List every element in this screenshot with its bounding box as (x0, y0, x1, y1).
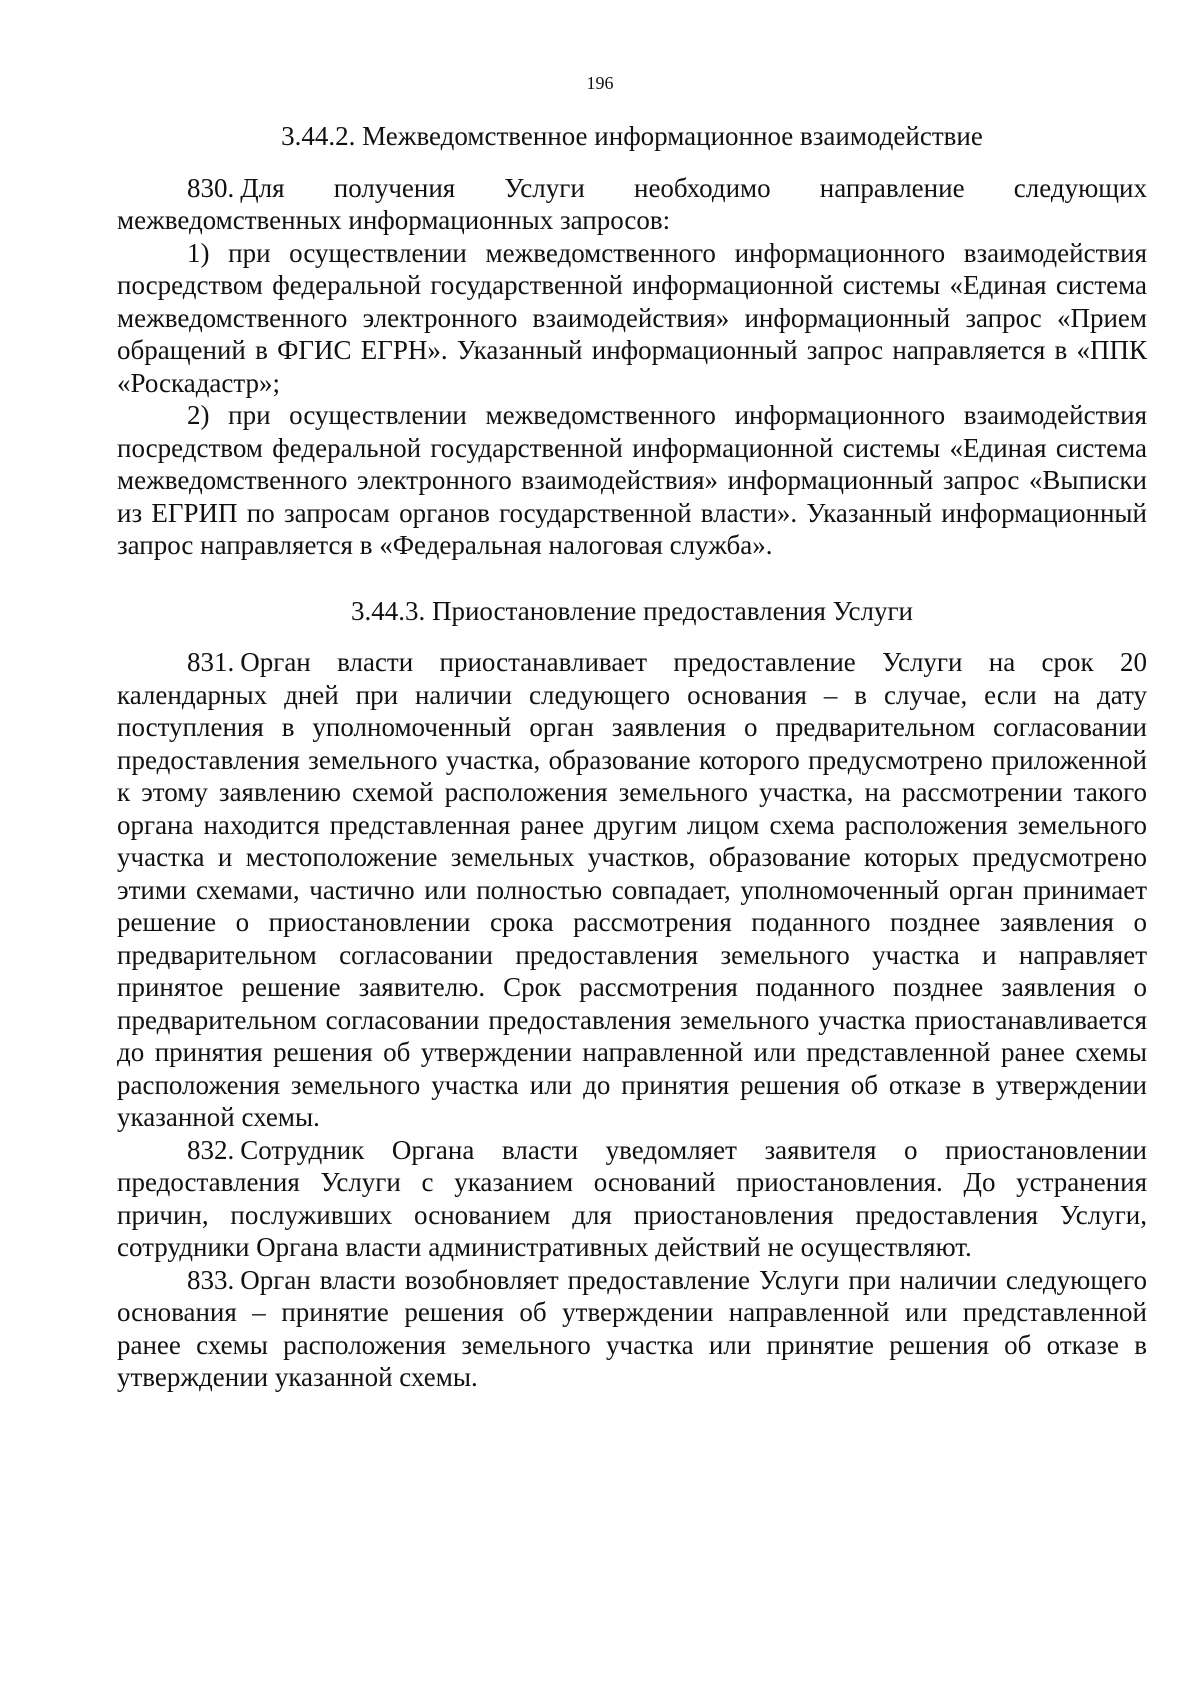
paragraph-833 (117, 1264, 1147, 1394)
paragraph-text: Орган власти приостанавливает предоставление Услуги на срок 20 календарных дней при наличии следующего основания – в случае, если на дату поступления в уполномоченный орган заявления о предварительном согласовании предоставления земельного участка, образование которого предусмотрено приложенной к этому заявлению схемой расположения земельного участка, на рассмотрении такого органа находится представленная ранее другим лицом схема расположения земельного участка и местоположение земельных участков, образование которых предусмотрено этими схемами, частично или полностью совпадает, уполномоченный орган принимает решение о приостановлении срока рассмотрения поданного позднее заявления о предварительном согласовании предоставления земельного участка и направляет принятое решение заявителю. Срок рассмотрения поданного позднее заявления о предварительном согласовании предоставления земельного участка приостанавливается до принятия решения об утверждении направленной или представленной ранее схемы расположения земельного участка или до принятия решения об отказе в утверждении указанной схемы. (117, 647, 1147, 1132)
paragraph-832 (117, 1134, 1147, 1264)
section-heading-3-44-2: 3.44.2. Межведомственное информационное взаимодействие (281, 121, 983, 151)
paragraph-831 (117, 646, 1147, 1134)
paragraph-number: 831. (187, 647, 235, 677)
paragraph-number: 832. (187, 1134, 235, 1165)
page-number: 196 (586, 73, 614, 93)
list-item-1: 1) при осуществлении межведомственного информационного взаимодействия посредством федеральной государственной информационной системы «Единая система межведомственного электронного взаимодействия» информационный запрос «Прием обращений в ФГИС ЕГРН». Указанный информационный запрос направляется в «ППК «Роскадастр»; (117, 237, 1147, 398)
paragraph-830 (117, 172, 1147, 237)
paragraph-text: Орган власти возобновляет предоставление Услуги при наличии следующего основания – принятие решения об утверждении направленной или представленной ранее схемы расположения земельного участка или принятие решения об отказе в утверждении указанной схемы. (117, 1264, 1147, 1392)
paragraph-text: Для получения Услуги необходимо направление следующих межведомственных информационных запросов: (117, 172, 1147, 235)
list-item-2: 2) при осуществлении межведомственного информационного взаимодействия посредством федеральной государственной информационной системы «Единая система межведомственного электронного взаимодействия» информационный запрос «Выписки из ЕГРИП по запросам органов государственной власти». Указанный информационный запрос направляется в «Федеральная налоговая служба». (117, 400, 1147, 560)
paragraph-number: 833. (187, 1264, 235, 1295)
document-body (117, 120, 1147, 1394)
section-heading-3-44-3: 3.44.3. Приостановление предоставления Услуги (350, 595, 913, 626)
paragraph-text: Сотрудник Органа власти уведомляет заявителя о приостановлении предоставления Услуги с указанием оснований приостановления. До устранения причин, послуживших основанием для приостановления предоставления Услуги, сотрудники Органа власти административных действий не осуществляют. (117, 1134, 1147, 1262)
paragraph-number: 830. (187, 172, 235, 203)
